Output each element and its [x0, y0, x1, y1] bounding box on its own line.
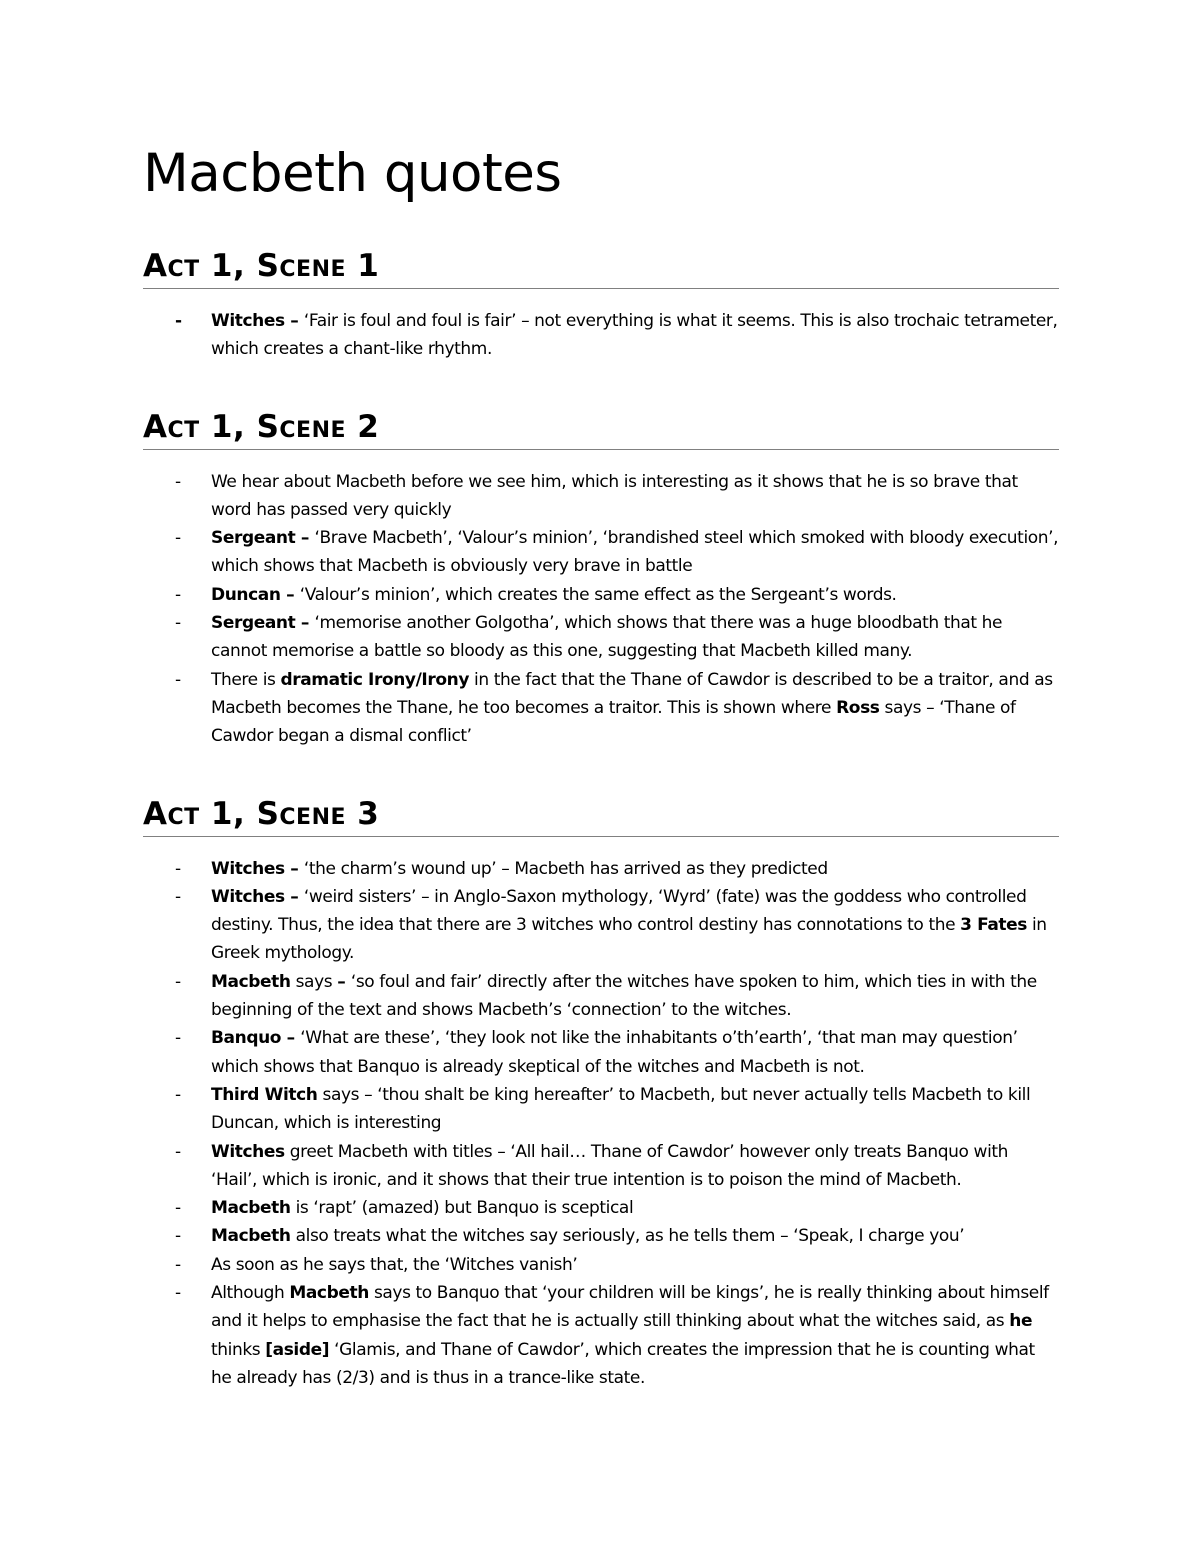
bullet-marker: -	[175, 858, 181, 879]
bullet-list	[143, 468, 1059, 751]
text-run: also treats what the witches say seriously, as he tells them – ‘Speak, I charge you’	[290, 1226, 965, 1247]
text-run: ‘Brave Macbeth’, ‘Valour’s minion’, ‘brandished steel which smoked with bloody execution’, which shows that Macbeth is obviously very brave in battle	[211, 528, 1059, 577]
text-run: ‘Valour’s minion’, which creates the same effect as the Sergeant’s words.	[299, 584, 897, 605]
bold-run: 3 Fates	[960, 915, 1027, 936]
bullet-marker: -	[175, 613, 181, 634]
bullet-marker: -	[175, 1028, 181, 1049]
list-item	[143, 1024, 1059, 1081]
bold-run: Macbeth	[211, 971, 291, 992]
bullet-marker: -	[175, 311, 182, 331]
text-run: in the fact that the Thane of Cawdor is described to be a traitor, and as Macbeth becomes the Thane, he too becomes a traitor. This is shown where	[211, 669, 1053, 718]
bold-run: Witches –	[211, 858, 304, 879]
bold-run: Duncan –	[211, 584, 300, 605]
bullet-marker: -	[175, 1226, 181, 1247]
section-act1-scene3	[143, 794, 1059, 1393]
bold-run: he	[1009, 1311, 1033, 1332]
bold-run: Banquo –	[211, 1028, 301, 1049]
bold-run: Witches –	[211, 886, 304, 907]
text-run: in Greek mythology.	[211, 915, 1047, 964]
section-heading: Act 1, Scene 2	[143, 407, 1059, 450]
bold-run: Sergeant –	[211, 528, 315, 549]
section-heading: Act 1, Scene 1	[143, 246, 1059, 289]
list-item	[143, 1138, 1059, 1195]
section-heading: Act 1, Scene 3	[143, 794, 1059, 837]
text-run: ‘What are these’, ‘they look not like the inhabitants o’th’earth’, ‘that man may question’ which shows that Banquo is already skeptical of the witches and Macbeth is not.	[211, 1028, 1018, 1077]
bullet-list	[143, 855, 1059, 1393]
bullet-marker: -	[175, 1084, 181, 1105]
list-item	[143, 968, 1059, 1025]
bullet-marker: -	[175, 886, 181, 907]
document-page	[143, 138, 1059, 1435]
text-run: We hear about Macbeth before we see him, which is interesting as it shows that he is so brave that word has passed very quickly	[211, 471, 1018, 520]
bullet-marker: -	[175, 1141, 181, 1162]
list-item	[143, 1194, 1059, 1222]
text-run: ‘the charm’s wound up’ – Macbeth has arrived as they predicted	[303, 858, 828, 879]
bold-run: Ross	[836, 697, 880, 718]
text-run: says to Banquo that ‘your children will be kings’, he is really thinking about himself and it helps to emphasise the fact that he is actually still thinking about what the witches said, as	[211, 1283, 1049, 1332]
bullet-marker: -	[175, 669, 181, 690]
text-run: ‘so foul and fair’ directly after the witches have spoken to him, which ties in with the beginning of the text and shows Macbeth’s ‘connection’ to the witches.	[211, 971, 1037, 1021]
section-act1-scene2	[143, 407, 1059, 751]
text-run: ‘Glamis, and Thane of Cawdor’, which creates the impression that he is counting what he already has (2/3) and is thus in a trance-like state.	[211, 1339, 1035, 1388]
list-item	[143, 307, 1059, 364]
list-item	[143, 1081, 1059, 1138]
bold-run: –	[337, 971, 351, 992]
text-run: ‘memorise another Golgotha’, which shows that there was a huge bloodbath that he cannot memorise a battle so bloody as this one, suggesting that Macbeth killed many.	[211, 613, 1003, 662]
text-run: There is	[211, 669, 281, 690]
list-item	[143, 666, 1059, 751]
text-run: says	[290, 971, 338, 992]
text-run: says – ‘Thane of Cawdor began a dismal conflict’	[211, 697, 1016, 747]
list-item	[143, 524, 1059, 581]
bold-run: Witches –	[211, 311, 304, 331]
text-run: greet Macbeth with titles – ‘All hail… Thane of Cawdor’ however only treats Banquo with ‘Hail’, which is ironic, and it shows that their true intention is to poison the mind of Macbeth.	[211, 1141, 1009, 1190]
list-item	[143, 468, 1059, 525]
bullet-list	[143, 307, 1059, 364]
document-title: Macbeth quotes	[143, 143, 562, 204]
list-item	[143, 1279, 1059, 1392]
bold-run: Macbeth	[289, 1283, 369, 1304]
bullet-marker: -	[175, 528, 181, 549]
bullet-marker: -	[175, 471, 181, 492]
list-item	[143, 883, 1059, 968]
list-item	[143, 609, 1059, 666]
text-run: is ‘rapt’ (amazed) but Banquo is sceptical	[290, 1198, 634, 1219]
list-item	[143, 1251, 1059, 1279]
bold-run: [aside]	[265, 1339, 330, 1360]
bold-run: Witches	[211, 1141, 285, 1162]
text-run: As soon as he says that, the ‘Witches vanish’	[211, 1254, 578, 1275]
bold-run: Sergeant –	[211, 613, 315, 634]
bold-run: Macbeth	[211, 1226, 291, 1247]
bold-run: dramatic Irony/Irony	[280, 669, 469, 690]
bullet-marker: -	[175, 1283, 181, 1304]
bold-run: Macbeth	[211, 1198, 291, 1219]
text-run: thinks	[211, 1339, 266, 1360]
section-act1-scene1	[143, 246, 1059, 364]
text-run: ‘Fair is foul and foul is fair’ – not everything is what it seems. This is also trochaic tetrameter, which creates a chant-like rhythm.	[211, 311, 1058, 360]
list-item	[143, 581, 1059, 609]
text-run: Although	[211, 1283, 290, 1304]
bullet-marker: -	[175, 971, 181, 992]
bullet-marker: -	[175, 584, 181, 605]
bold-run: Third Witch	[211, 1084, 318, 1105]
list-item	[143, 1222, 1059, 1250]
text-run: says – ‘thou shalt be king hereafter’ to Macbeth, but never actually tells Macbeth to kill Duncan, which is interesting	[211, 1084, 1031, 1134]
text-run: ‘weird sisters’ – in Anglo-Saxon mythology, ‘Wyrd’ (fate) was the goddess who controlled destiny. Thus, the idea that there are 3 witches who control destiny has connotations to the	[211, 886, 1027, 936]
bullet-marker: -	[175, 1254, 181, 1275]
bullet-marker: -	[175, 1198, 181, 1219]
list-item	[143, 855, 1059, 883]
